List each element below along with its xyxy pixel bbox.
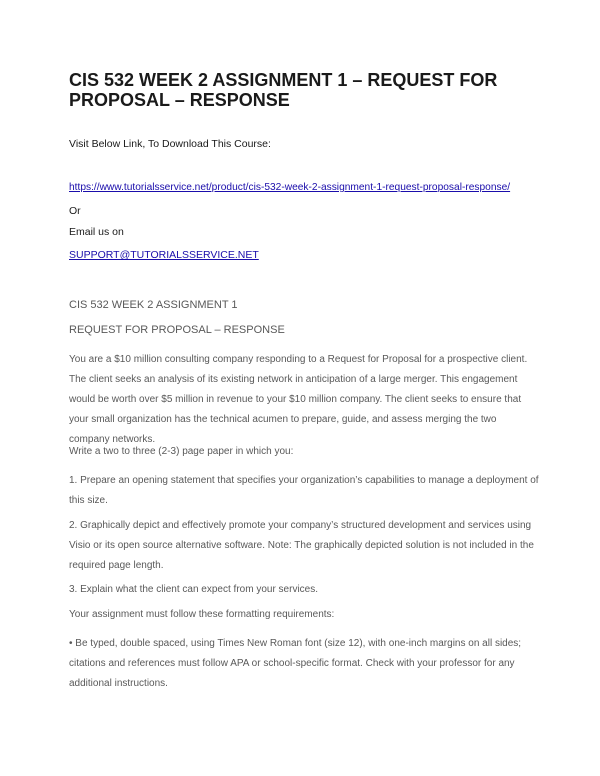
section-subheading: REQUEST FOR PROPOSAL – RESPONSE [69,324,285,336]
course-link[interactable]: https://www.tutorialsservice.net/product/cis-532-week-2-assignment-1-request-proposal-response/ [69,182,511,193]
requirement-item-3: 3. Explain what the client can expect from your services. [69,584,319,595]
formatting-bullet: • Be typed, double spaced, using Times New Roman font (size 12), with one-inch margins on all sides; citations and references must follow APA or school-specific format. Check with your professor for any additional instructions. [69,638,522,689]
page-title: CIS 532 WEEK 2 ASSIGNMENT 1 – REQUEST FOR PROPOSAL – RESPONSE [69,70,498,110]
email-label: Email us on [69,226,124,238]
or-text: Or [69,205,81,217]
requirement-item-2: 2. Graphically depict and effectively promote your company’s structured development and services using Visio or its open source alternative software. Note: The graphically depicted solution is not included in the required page length. [69,520,534,571]
email-link[interactable]: SUPPORT@TUTORIALSSERVICE.NET [69,249,259,261]
write-instruction: Write a two to three (2-3) page paper in which you: [69,446,294,457]
requirement-item-1: 1. Prepare an opening statement that specifies your organization’s capabilities to manage a deployment of this size. [69,475,539,506]
intro-paragraph: You are a $10 million consulting company responding to a Request for Proposal for a prospective client. The client seeks an analysis of its existing network in anticipation of a large merger. This engagement would be worth over $5 million in revenue to your $10 million company. The client seeks to ensure that your small organization has the technical acumen to prepare, guide, and assess merging the two company networks. [69,354,528,445]
visit-instruction: Visit Below Link, To Download This Course: [69,138,271,150]
formatting-heading: Your assignment must follow these formatting requirements: [69,609,335,620]
section-heading: CIS 532 WEEK 2 ASSIGNMENT 1 [69,299,238,311]
